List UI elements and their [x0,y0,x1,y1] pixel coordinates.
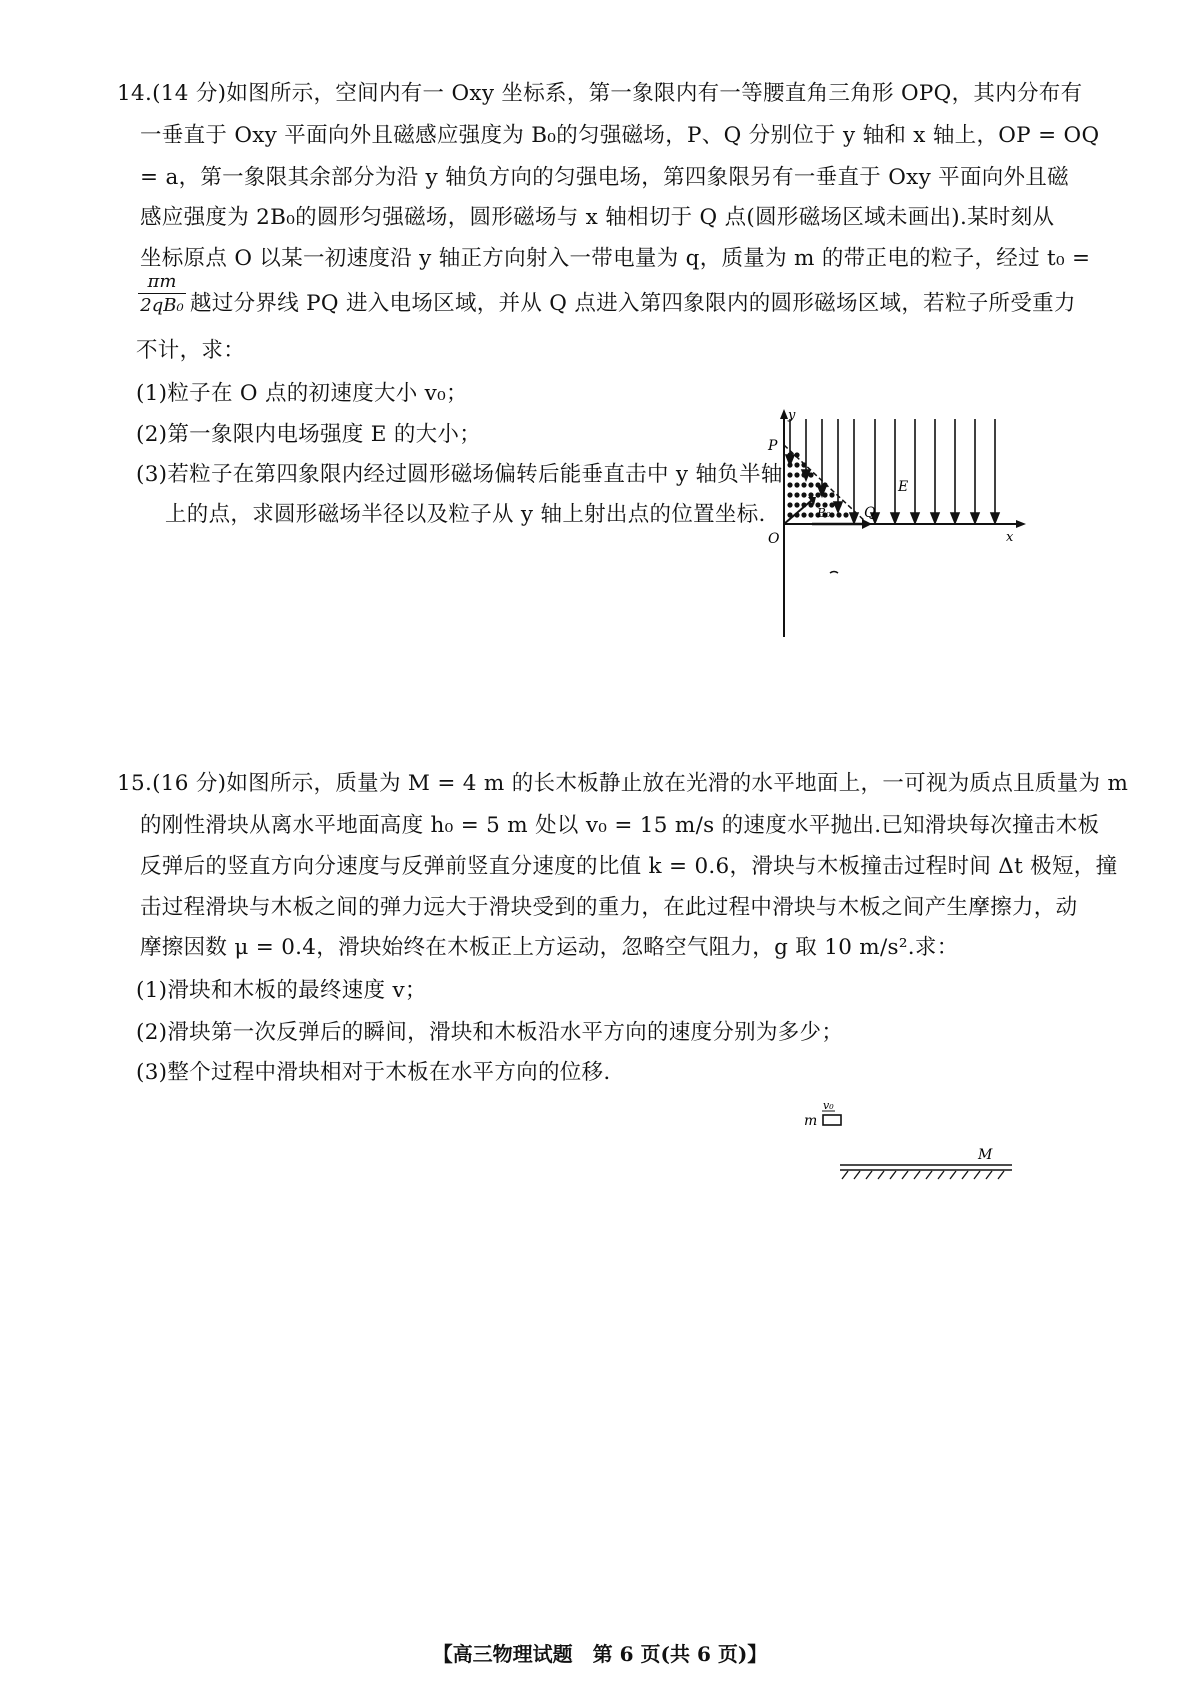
t0-denominator: 2qB₀ [140,295,184,316]
q14-line-7: 不计，求： [136,338,246,363]
q14-line-1: 14.(14 分)如图所示，空间内有一 Oxy 坐标系，第一象限内有一等腰直角三角形 OPQ，其内分布有 [117,81,1083,106]
q15-line-5: 摩擦因数 μ = 0.4，滑块始终在木板正上方运动，忽略空气阻力，g 取 10 m/s².求： [140,935,959,960]
slider-block [823,1115,841,1125]
t0-numerator: πm [138,271,186,294]
t0-fraction [138,271,186,316]
label-v0: v₀ [823,1099,834,1112]
label-q: Q [864,505,876,521]
q14-sub3a: (3)若粒子在第四象限内经过圆形磁场偏转后能垂直击中 y 轴负半轴 [136,462,783,487]
q15-line-3: 反弹后的竖直方向分速度与反弹前竖直分速度的比值 k = 0.6，滑块与木板撞击过程时间 Δt 极短，撞 [140,854,1118,879]
label-M: M [978,1147,993,1163]
q15-line-2: 的刚性滑块从离水平地面高度 h₀ = 5 m 处以 v₀ = 15 m/s 的速度水平抛出.已知滑块每次撞击木板 [140,813,1100,838]
q15-sub3: (3)整个过程中滑块相对于木板在水平方向的位移. [136,1060,611,1085]
q14-line-6: 越过分界线 PQ 进入电场区域，并从 Q 点进入第四象限内的圆形磁场区域，若粒子所受重力 [190,291,1076,316]
label-m: m [804,1113,818,1129]
label-e: E [898,479,909,495]
ground-hatching [842,1171,1004,1179]
q14-sub1: (1)粒子在 O 点的初速度大小 v₀； [136,381,468,406]
q15-figure [790,1095,1030,1185]
label-y: y [788,408,796,423]
q15-line-4: 击过程滑块与木板之间的弹力远大于滑块受到的重力，在此过程中滑块与木板之间产生摩擦力，动 [140,895,1078,920]
q14-line-4: 感应强度为 2B₀的圆形匀强磁场，圆形磁场与 x 轴相切于 Q 点(圆形磁场区域未画出).某时刻从 [140,205,1055,230]
q14-sub2: (2)第一象限内电场强度 E 的大小； [136,422,482,447]
q14-line-2: 一垂直于 Oxy 平面向外且磁感应强度为 B₀的匀强磁场，P、Q 分别位于 y 轴和 x 轴上，OP = OQ [140,123,1100,148]
label-o: O [768,531,780,547]
q15-line-1: 15.(16 分)如图所示，质量为 M = 4 m 的长木板静止放在光滑的水平地面上，一可视为质点且质量为 m [117,771,1129,796]
q15-sub1: (1)滑块和木板的最终速度 v； [136,978,427,1003]
page-footer: 【高三物理试题 第 6 页(共 6 页)】 [432,1642,768,1666]
q14-line-3: = a，第一象限其余部分为沿 y 轴负方向的匀强电场，第四象限另有一垂直于 Oxy 平面向外且磁 [140,165,1069,190]
q15-sub2: (2)滑块第一次反弹后的瞬间，滑块和木板沿水平方向的速度分别为多少； [136,1020,844,1045]
q14-figure [760,405,1030,640]
q14-sub3b: 上的点，求圆形磁场半径以及粒子从 y 轴上射出点的位置坐标. [165,502,766,527]
label-p: P [768,438,778,454]
label-b0: B₀ [817,506,831,520]
label-x: x [1006,530,1014,545]
q14-line-5: 坐标原点 O 以某一初速度沿 y 轴正方向射入一带电量为 q，质量为 m 的带正电的粒子，经过 t₀ = [140,246,1091,271]
